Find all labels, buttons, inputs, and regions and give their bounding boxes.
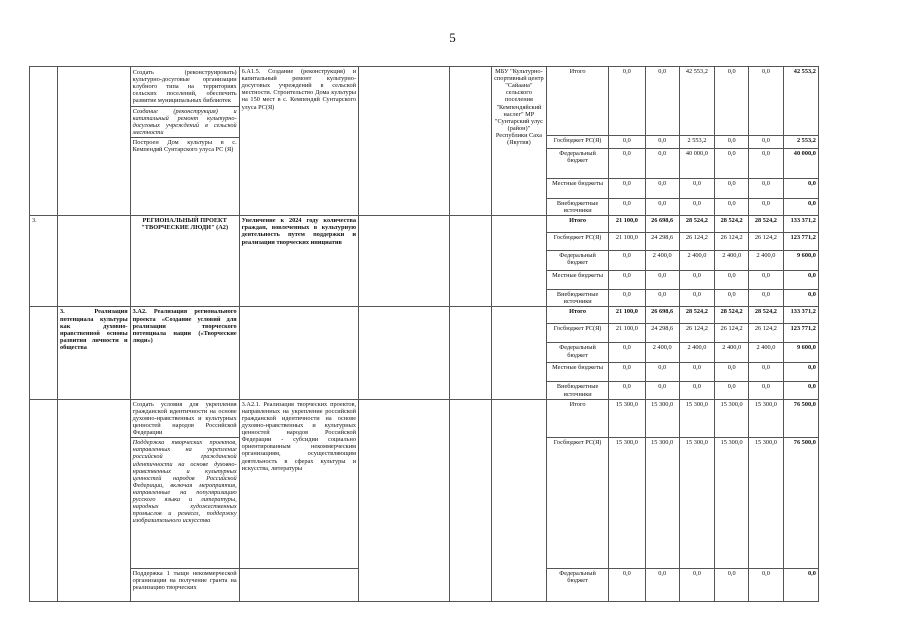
- year-value-5: 15 300,0: [749, 438, 783, 569]
- year-value-3: 28 524,2: [679, 216, 714, 233]
- year-value-3: 2 400,0: [679, 343, 714, 363]
- year-value-4: 26 124,2: [715, 233, 749, 251]
- total-value: 0,0: [783, 382, 818, 399]
- year-value-1: 0,0: [609, 251, 645, 271]
- measure-text: Создание (реконструкция) и капитальный ремонт культурно-досуговых учреждений в сельской местности: [132, 107, 237, 136]
- empty-cell: [491, 307, 546, 399]
- year-value-1: 0,0: [609, 271, 645, 290]
- funding-source: Госбюджет РС(Я): [546, 438, 608, 569]
- empty-cell: [450, 67, 492, 216]
- empty-cell: [359, 216, 450, 307]
- measure-cell: Поддержка творческих проектов, направленных на укрепление российской гражданской идентичности на основе духовно-нравственных и культурных ценностей народов Российской Федерации, включая мероприятия, направленные на популяризацию русского языка и литературы, народных художественных промыслов и ремесел, поддержку изобразительного искусства: [130, 438, 239, 569]
- funding-source: Федеральный бюджет: [546, 343, 608, 363]
- empty-cell: [359, 307, 450, 399]
- funding-source: Федеральный бюджет: [546, 149, 608, 179]
- year-value-1: 0,0: [609, 199, 645, 216]
- year-value-2: 0,0: [645, 363, 679, 382]
- year-value-5: 0,0: [749, 136, 783, 149]
- year-value-2: 0,0: [645, 290, 679, 307]
- funding-source: Итого: [546, 216, 608, 233]
- year-value-1: 0,0: [609, 569, 645, 602]
- total-value: 0,0: [783, 290, 818, 307]
- project-text: 3.А2. Реализация регионального проекта «Создание условий для реализации творческого потенциала нации («Творческие люди»): [130, 307, 239, 399]
- year-value-1: 0,0: [609, 136, 645, 149]
- measure-text: Построен Дом культуры в с. Кемпендяй Сунтарского улуса РС (Я): [132, 138, 237, 154]
- total-value: 76 500,0: [783, 399, 818, 438]
- funding-source: Местные бюджеты: [546, 271, 608, 290]
- year-value-2: 2 400,0: [645, 343, 679, 363]
- empty-cell: [450, 216, 492, 307]
- table-row: [30, 399, 874, 438]
- year-value-3: 42 553,2: [679, 67, 714, 136]
- year-value-4: 0,0: [715, 149, 749, 179]
- project-title: РЕГИОНАЛЬНЫЙ ПРОЕКТ "ТВОРЧЕСКИЕ ЛЮДИ" (А2): [130, 216, 239, 307]
- year-value-4: 15 300,0: [715, 399, 749, 438]
- total-value: 0,0: [783, 363, 818, 382]
- year-value-3: 15 300,0: [679, 399, 714, 438]
- empty-cell: [491, 216, 546, 307]
- year-value-4: 0,0: [715, 363, 749, 382]
- year-value-2: 15 300,0: [645, 438, 679, 569]
- year-value-1: 21 100,0: [609, 233, 645, 251]
- funding-source: Федеральный бюджет: [546, 569, 608, 602]
- year-value-3: 0,0: [679, 569, 714, 602]
- year-value-3: 40 000,0: [679, 149, 714, 179]
- year-value-3: 15 300,0: [679, 438, 714, 569]
- empty-cell: [58, 216, 131, 307]
- year-value-1: 0,0: [609, 67, 645, 136]
- total-value: 9 600,0: [783, 251, 818, 271]
- year-value-3: 0,0: [679, 290, 714, 307]
- year-value-3: 0,0: [679, 179, 714, 199]
- year-value-5: 0,0: [749, 569, 783, 602]
- year-value-5: 0,0: [749, 271, 783, 290]
- total-value: 133 371,2: [783, 216, 818, 233]
- measure-cell: [130, 67, 239, 216]
- result-cell: 6.А1.5. Создание (реконструкция) и капитальный ремонт культурно-досуговых учреждений в сельской местности. Строительство Дома культуры на 150 мест в с. Кемпендяй Сунтарского улуса РС(Я): [239, 67, 358, 216]
- total-value: 0,0: [783, 179, 818, 199]
- year-value-5: 0,0: [749, 179, 783, 199]
- year-value-5: 0,0: [749, 199, 783, 216]
- empty-cell: [450, 399, 492, 602]
- year-value-2: 0,0: [645, 179, 679, 199]
- year-value-5: 0,0: [749, 382, 783, 399]
- task-cell: [58, 67, 131, 216]
- year-value-5: 2 400,0: [749, 251, 783, 271]
- empty-cell: [450, 307, 492, 399]
- year-value-1: 15 300,0: [609, 399, 645, 438]
- year-value-3: 0,0: [679, 382, 714, 399]
- result-cell: 3.А2.1. Реализация творческих проектов, направленных на укрепление российской гражданской идентичности на основе духовно-нравственных и культурных ценностей народов Российской Федерации - субсидии социально ориентированным некоммерческим организациям, осуществляющим деятельность в сферах культуры и искусства, литературы: [239, 399, 358, 569]
- year-value-2: 26 698,6: [645, 307, 679, 324]
- total-value: 9 600,0: [783, 343, 818, 363]
- year-value-4: 0,0: [715, 290, 749, 307]
- measure-text: Создать (реконструировать) культурно-досуговые организации клубного типа на территориях сельских поселений, обеспечить развитие муниципальных библиотек: [132, 69, 237, 105]
- year-value-4: 0,0: [715, 199, 749, 216]
- year-value-5: 26 124,2: [749, 233, 783, 251]
- funding-source: Госбюджет РС(Я): [546, 136, 608, 149]
- empty-cell: [58, 399, 131, 602]
- year-value-1: 21 100,0: [609, 216, 645, 233]
- year-value-3: 0,0: [679, 271, 714, 290]
- year-value-4: 28 524,2: [715, 307, 749, 324]
- empty-cell: [30, 399, 58, 602]
- year-value-4: 0,0: [715, 271, 749, 290]
- empty-cell: [239, 307, 358, 399]
- year-value-5: 26 124,2: [749, 324, 783, 343]
- funding-source: Внебюджетные источники: [546, 199, 608, 216]
- table-row: [30, 67, 874, 136]
- funding-source: Внебюджетные источники: [546, 382, 608, 399]
- total-value: 0,0: [783, 199, 818, 216]
- year-value-4: 0,0: [715, 179, 749, 199]
- year-value-4: 0,0: [715, 136, 749, 149]
- empty-cell: [30, 307, 58, 399]
- funding-source: Госбюджет РС(Я): [546, 324, 608, 343]
- task-text: 3. Реализация потенциала культуры как духовно-нравственной основы развития личности и общества: [58, 307, 131, 399]
- year-value-4: 0,0: [715, 382, 749, 399]
- year-value-1: 15 300,0: [609, 438, 645, 569]
- year-value-5: 0,0: [749, 290, 783, 307]
- year-value-5: 15 300,0: [749, 399, 783, 438]
- year-value-4: 2 400,0: [715, 251, 749, 271]
- year-value-4: 28 524,2: [715, 216, 749, 233]
- year-value-1: 21 100,0: [609, 307, 645, 324]
- year-value-3: 0,0: [679, 199, 714, 216]
- year-value-1: 0,0: [609, 382, 645, 399]
- page-number: 5: [449, 30, 456, 45]
- funding-source: Итого: [546, 307, 608, 324]
- year-value-3: 0,0: [679, 363, 714, 382]
- year-value-2: 0,0: [645, 382, 679, 399]
- total-value: 0,0: [783, 271, 818, 290]
- year-value-2: 2 400,0: [645, 251, 679, 271]
- funding-source: Внебюджетные источники: [546, 290, 608, 307]
- year-value-1: 0,0: [609, 149, 645, 179]
- year-value-3: 26 124,2: [679, 324, 714, 343]
- year-value-1: 21 100,0: [609, 324, 645, 343]
- year-value-5: 2 400,0: [749, 343, 783, 363]
- empty-cell: [359, 67, 450, 216]
- year-value-2: 24 298,6: [645, 324, 679, 343]
- section-number: 3.: [30, 216, 58, 307]
- empty-cell: [239, 569, 358, 602]
- year-value-5: 0,0: [749, 149, 783, 179]
- year-value-4: 2 400,0: [715, 343, 749, 363]
- measure-cell: Создать условия для укрепления гражданской идентичности на основе духовно-нравственных и культурных ценностей народов Российской Федерации: [130, 399, 239, 438]
- total-value: 40 000,0: [783, 149, 818, 179]
- year-value-3: 28 524,2: [679, 307, 714, 324]
- year-value-3: 2 553,2: [679, 136, 714, 149]
- year-value-2: 0,0: [645, 136, 679, 149]
- year-value-4: 26 124,2: [715, 324, 749, 343]
- year-value-2: 0,0: [645, 569, 679, 602]
- total-value: 133 371,2: [783, 307, 818, 324]
- year-value-1: 0,0: [609, 343, 645, 363]
- year-value-2: 24 298,6: [645, 233, 679, 251]
- executor-cell: МБУ "Культурно-спортивный центр "Сайаана" сельского поселения "Кемпендяйский наслег" МР "Сунтарский улус (район)" Республики Саха (Якутия): [491, 67, 546, 216]
- year-value-4: 0,0: [715, 67, 749, 136]
- year-value-5: 28 524,2: [749, 216, 783, 233]
- measure-cell: Поддержка 1 тыщи некоммерческой организации на получение гранта на реализацию творческих: [130, 569, 239, 602]
- year-value-5: 28 524,2: [749, 307, 783, 324]
- year-value-4: 15 300,0: [715, 438, 749, 569]
- total-value: 0,0: [783, 569, 818, 602]
- empty-cell: [359, 399, 450, 602]
- funding-source: Итого: [546, 67, 608, 136]
- year-value-5: 0,0: [749, 363, 783, 382]
- year-value-2: 0,0: [645, 149, 679, 179]
- table-row: [30, 216, 874, 233]
- year-value-1: 0,0: [609, 179, 645, 199]
- funding-source: Итого: [546, 399, 608, 438]
- total-value: 42 553,2: [783, 67, 818, 136]
- year-value-2: 0,0: [645, 67, 679, 136]
- funding-source: Госбюджет РС(Я): [546, 233, 608, 251]
- year-value-1: 0,0: [609, 363, 645, 382]
- total-value: 123 771,2: [783, 324, 818, 343]
- year-value-1: 0,0: [609, 290, 645, 307]
- year-value-4: 0,0: [715, 569, 749, 602]
- year-value-2: 0,0: [645, 199, 679, 216]
- year-value-2: 15 300,0: [645, 399, 679, 438]
- num-cell: [30, 67, 58, 216]
- year-value-2: 26 698,6: [645, 216, 679, 233]
- total-value: 2 553,2: [783, 136, 818, 149]
- year-value-3: 26 124,2: [679, 233, 714, 251]
- funding-source: Местные бюджеты: [546, 179, 608, 199]
- year-value-2: 0,0: [645, 271, 679, 290]
- empty-cell: [491, 399, 546, 602]
- table-row: [30, 307, 874, 324]
- total-value: 76 500,0: [783, 438, 818, 569]
- budget-table: [29, 66, 874, 602]
- funding-source: Местные бюджеты: [546, 363, 608, 382]
- funding-source: Федеральный бюджет: [546, 251, 608, 271]
- year-value-3: 2 400,0: [679, 251, 714, 271]
- project-goal: Увеличение к 2024 году количества граждан, вовлеченных в культурную деятельность путем поддержки и реализации творческих инициатив: [239, 216, 358, 307]
- year-value-5: 0,0: [749, 67, 783, 136]
- total-value: 123 771,2: [783, 233, 818, 251]
